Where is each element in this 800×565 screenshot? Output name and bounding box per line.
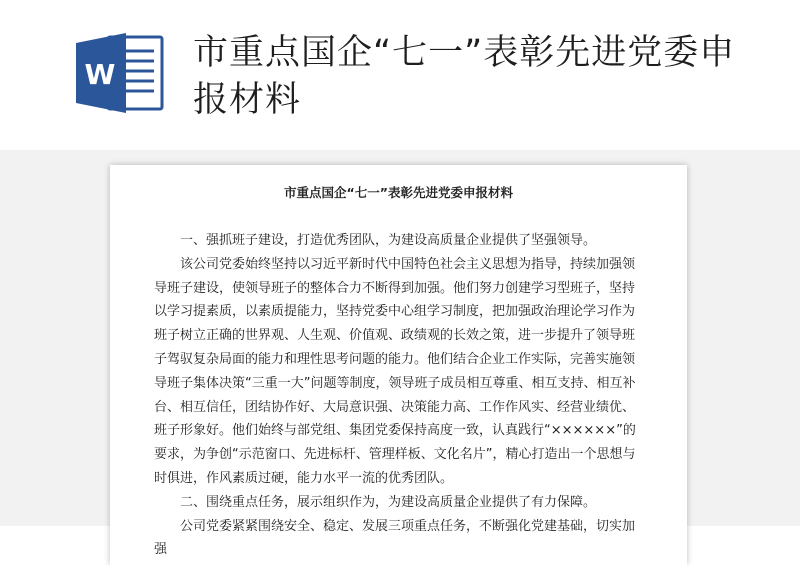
section-heading-2: 二、围绕重点任务，展示组织作为，为建设高质量企业提供了有力保障。 [180,494,597,510]
section-heading-1: 一、强抓班子建设，打造优秀团队，为建设高质量企业提供了坚强领导。 [180,233,597,248]
word-icon [76,33,164,113]
body-paragraph-2: 公司党委紧紧围绕安全、稳定、发展三项重点任务，不断强化党建基础，切实加强 [154,518,636,558]
page-title: 市重点国企“七一”表彰先进党委申报材料 [193,33,736,120]
body-paragraph-1: 该公司党委始终坚持以习近平新时代中国特色社会主义思想为指导，持续加强领导班子建设，使领导班子的整体合力不断得到加强。他们努力创建学习型班子，坚持以学习提素质，以素质提能力，坚持党委中心组学习制度，把加强政治理论学习作为班子树立正确的世界观、人生观、价值观、政绩观的长效之策，进一步提升了领导班子驾驭复杂局面的能力和理性思考问题的能力。他们结合企业工作实际，完善实施领导班子集体决策“三重一大”问题等制度，领导班子成员相互尊重、相互支持、相互补台、相互信任，团结协作好、大局意识强、决策能力高、工作作风实、经营业绩优、班子形象好。他们始终与部党组、集团党委保持高度一致，认真践行“××××××”的要求，为争创“示范窗口、先进标杆、管理样板、文化名片”，精心打造出一个思想与时俱进，作风素质过硬，能力水平一流的优秀团队。 [154,256,636,486]
word-icon-letter: W [84,58,116,91]
document-title: 市重点国企“七一”表彰先进党委申报材料 [284,185,513,200]
header-banner [0,0,800,150]
document-body [154,229,640,562]
document-page [110,165,687,565]
